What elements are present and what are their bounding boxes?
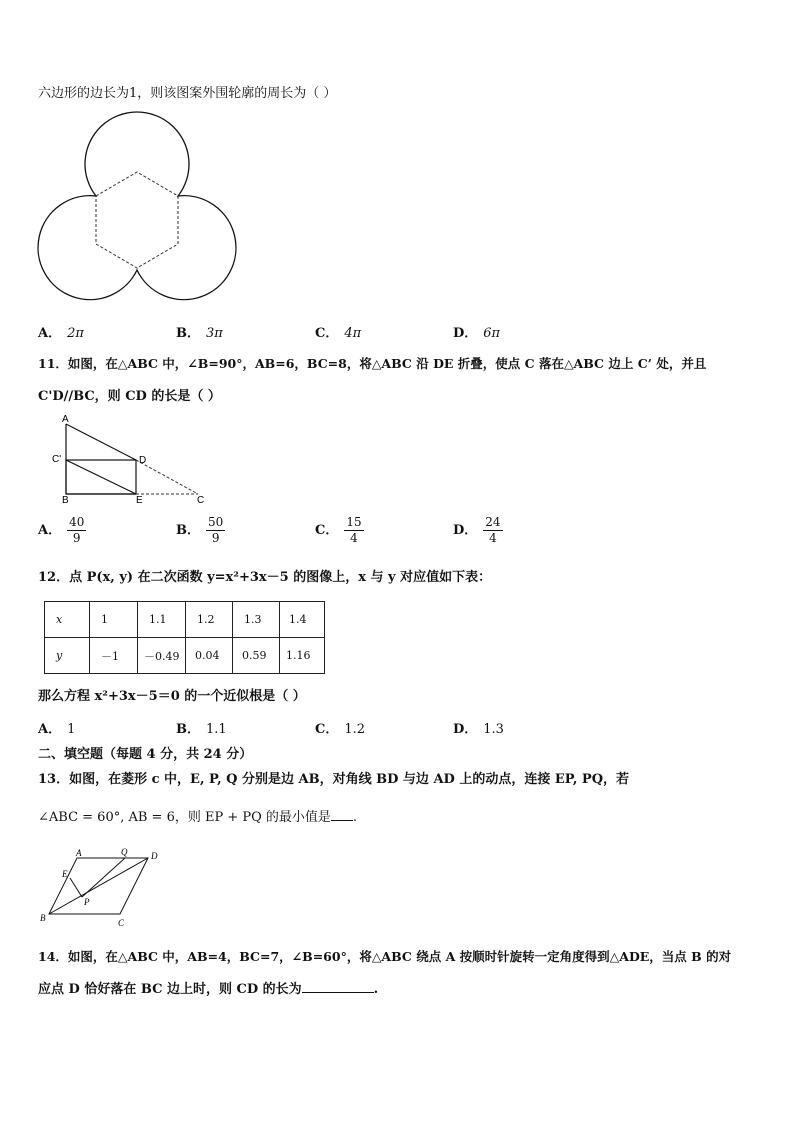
- section-heading: 二、填空题（每题 4 分，共 24 分）: [38, 747, 253, 762]
- q11-option-c[interactable]: C． $\frac{15}{4}$: [315, 515, 362, 545]
- q11-stem-line2: C'D//BC，则 CD 的长是（ ）: [38, 389, 221, 404]
- table-cell: 1.1: [138, 602, 186, 638]
- q10-option-d[interactable]: D． 6π: [453, 326, 501, 341]
- table-cell: 0.59: [233, 638, 280, 674]
- q10-option-b[interactable]: B． 3π: [176, 326, 223, 341]
- q12-option-b[interactable]: B． 1.1: [176, 722, 227, 737]
- q11-label-d: D: [139, 455, 147, 466]
- q11-option-d[interactable]: D． $\frac{24}{4}$: [453, 515, 501, 545]
- q12-stem-line2: 那么方程 x²+3x－5＝0 的一个近似根是（ ）: [38, 689, 306, 704]
- q14-stem-line1: 14．如图，在△ABC 中，AB=4，BC=7，∠B=60°，将△ABC 绕点 A 按顺时针旋转一定角度得到△ADE，当点 B 的对: [38, 949, 732, 964]
- table-cell: －0.49: [138, 638, 186, 674]
- q11-label-a: A: [62, 414, 69, 425]
- q13-label-e: E: [62, 869, 68, 879]
- q12-option-c[interactable]: C． 1.2: [315, 722, 366, 737]
- q13-label-d: D: [151, 851, 158, 861]
- q10-stem: 六边形的边长为1，则该图案外围轮廓的周长为（ ）: [38, 86, 337, 101]
- q12-stem-line1: 12．点 P(x, y) 在二次函数 y=x²+3x－5 的图像上，x 与 y 对应值如下表：: [38, 570, 492, 585]
- q14-stem-end: .: [373, 982, 379, 997]
- table-cell: －1: [90, 638, 138, 674]
- q10-option-c[interactable]: C． 4π: [315, 326, 362, 341]
- q11-label-e: E: [136, 495, 143, 506]
- q12-option-d[interactable]: D． 1.3: [453, 722, 504, 737]
- table-cell: 0.04: [186, 638, 233, 674]
- table-cell: 1.4: [280, 602, 325, 638]
- table-cell: x: [45, 602, 90, 638]
- q13-label-c: C: [118, 918, 125, 928]
- table-cell: 1.2: [186, 602, 233, 638]
- q13-label-a: A: [76, 848, 82, 858]
- q12-option-a[interactable]: A． 1: [38, 722, 76, 737]
- q14-answer-blank[interactable]: [302, 992, 374, 993]
- q10-option-a[interactable]: A． 2π: [38, 326, 84, 341]
- q11-label-b: B: [62, 495, 69, 506]
- table-cell: 1.3: [233, 602, 280, 638]
- q13-label-b: B: [40, 913, 46, 923]
- q11-label-c1: C': [52, 454, 62, 465]
- q13-stem-end: .: [352, 810, 358, 825]
- table-cell: 1: [90, 602, 138, 638]
- q13-label-p: P: [84, 897, 90, 907]
- q13-stem-line1: 13．如图，在菱形 c 中，E, P, Q 分别是边 AB，对角线 BD 与边 AD 上的动点，连接 EP, PQ，若: [38, 772, 630, 787]
- q11-option-a[interactable]: A． $\frac{40}{9}$: [38, 515, 85, 545]
- q11-option-b[interactable]: B． $\frac{50}{9}$: [176, 515, 224, 545]
- q14-stem-line2: [38, 978, 378, 997]
- q14-stem-text: 应点 D 恰好落在 BC 边上时，则 CD 的长为: [38, 982, 302, 997]
- q13-stem-text: ∠ABC = 60°, AB = 6，则 EP + PQ 的最小值是: [38, 810, 331, 825]
- q11-label-c: C: [197, 495, 205, 506]
- table-cell: 1.16: [280, 638, 325, 674]
- q11-stem-line1: 11．如图，在△ABC 中，∠B=90°，AB=6，BC=8，将△ABC 沿 DE 折叠，使点 C 落在△ABC 边上 C’ 处，并且: [38, 356, 707, 371]
- table-cell: y: [45, 638, 90, 674]
- q13-label-q: Q: [121, 847, 128, 857]
